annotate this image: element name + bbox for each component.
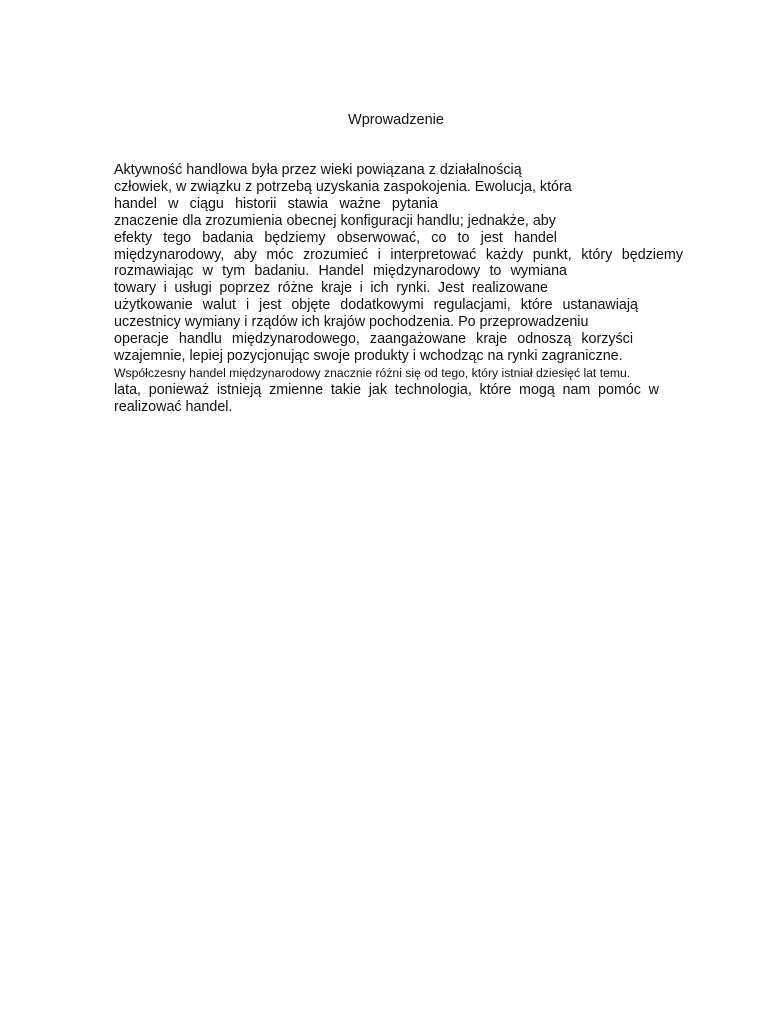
paragraph-line: wzajemnie, lepiej pozycjonując swoje produkty i wchodząc na rynki zagraniczne. (114, 347, 623, 364)
paragraph-line: Aktywność handlowa była przez wieki powiązana z działalnością (114, 162, 522, 178)
paragraph-line: międzynarodowy, aby móc zrozumieć i interpretować każdy punkt, który będziemy (114, 246, 683, 263)
paragraph-line: efekty tego badania będziemy obserwować, co to jest handel (114, 229, 557, 246)
paragraph-line: lata, ponieważ istnieją zmienne takie jak technologia, które mogą nam pomóc w (114, 381, 659, 398)
document-title: Wprowadzenie (348, 112, 444, 128)
paragraph-line: handel w ciągu historii stawia ważne pytania (114, 195, 438, 212)
paragraph-line: rozmawiając w tym badaniu. Handel międzynarodowy to wymiana (114, 263, 567, 280)
paragraph-line: operacje handlu międzynarodowego, zaangażowane kraje odnoszą korzyści (114, 331, 633, 348)
paragraph-line: znaczenie dla zrozumienia obecnej konfiguracji handlu; jednakże, aby (114, 212, 556, 229)
paragraph-line: użytkowanie walut i jest objęte dodatkowymi regulacjami, które ustanawiają (114, 297, 638, 314)
paragraph-line: człowiek, w związku z potrzebą uzyskania zaspokojenia. Ewolucja, która (114, 178, 572, 195)
document-body (114, 162, 683, 416)
paragraph-line: uczestnicy wymiany i rządów ich krajów pochodzenia. Po przeprowadzeniu (114, 314, 589, 331)
paragraph-line: Współczesny handel międzynarodowy znacznie różni się od tego, który istniał dziesięć lat temu. (114, 365, 631, 380)
paragraph-line: towary i usługi poprzez różne kraje i ich rynki. Jest realizowane (114, 280, 548, 297)
paragraph-line: realizować handel. (114, 398, 233, 415)
